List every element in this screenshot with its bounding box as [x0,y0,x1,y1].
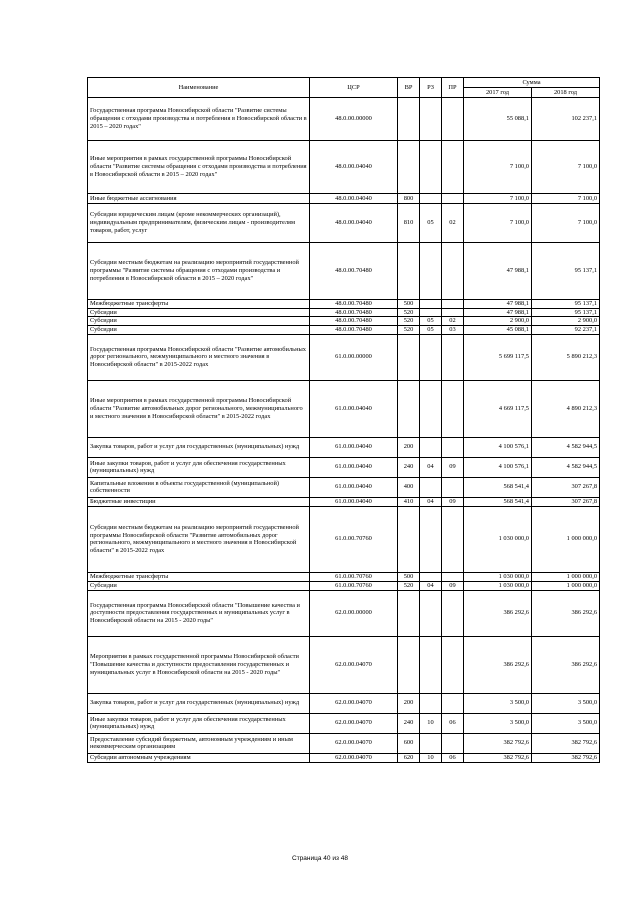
row-rz-code [420,437,442,457]
row-rz-code: 10 [420,753,442,762]
row-csr-code: 48.0.00.70480 [310,317,398,326]
row-name: Иные мероприятия в рамках государственной программы Новосибирской области "Развитие автомобильных дорог регионального, межмуниципального и местного значения в Новосибирской области" в 2015-2022 годах [88,380,310,437]
row-rz-code [420,590,442,636]
table-row [88,572,600,581]
row-sum-2017: 568 541,4 [464,477,532,497]
row-name: Субсидии [88,326,310,335]
row-rz-code: 05 [420,204,442,243]
row-csr-code: 61.0.00.70760 [310,506,398,572]
row-sum-2017: 1 030 000,0 [464,572,532,581]
row-vr-code: 500 [398,572,420,581]
table-row [88,590,600,636]
row-pr-code [442,572,464,581]
table-row [88,693,600,713]
row-sum-2018: 95 137,1 [532,308,600,317]
table-row [88,733,600,753]
row-name: Государственная программа Новосибирской области "Развитие автомобильных дорог регионального, межмуниципального и местного значения в Новосибирской области" в 2015-2022 годах [88,334,310,380]
row-csr-code: 48.0.00.04040 [310,194,398,204]
table-row [88,457,600,477]
row-pr-code [442,380,464,437]
row-sum-2017: 3 500,0 [464,693,532,713]
row-csr-code: 61.0.00.04040 [310,380,398,437]
row-name: Субсидии юридическим лицам (кроме некоммерческих организаций), индивидуальным предпринимателям, физическим лицам - производителям товаров, работ, услуг [88,204,310,243]
row-pr-code [442,437,464,457]
row-name: Субсидии [88,317,310,326]
row-rz-code [420,300,442,309]
row-pr-code [442,636,464,693]
header-rz: РЗ [420,78,442,98]
table-row [88,141,600,194]
row-sum-2018: 1 000 000,0 [532,572,600,581]
row-name: Иные закупки товаров, работ и услуг для обеспечения государственных (муниципальных) нужд [88,713,310,733]
row-vr-code: 620 [398,753,420,762]
row-sum-2018: 7 100,0 [532,204,600,243]
header-pr: ПР [442,78,464,98]
table-body [88,98,600,763]
row-vr-code: 600 [398,733,420,753]
row-vr-code: 410 [398,497,420,506]
row-csr-code: 62.0.00.04070 [310,713,398,733]
row-rz-code: 04 [420,497,442,506]
row-rz-code [420,334,442,380]
row-sum-2018: 386 292,6 [532,636,600,693]
row-pr-code [442,506,464,572]
row-rz-code: 05 [420,326,442,335]
row-csr-code: 48.0.00.70480 [310,326,398,335]
row-rz-code [420,477,442,497]
row-sum-2017: 7 100,0 [464,141,532,194]
row-sum-2018: 1 000 000,0 [532,581,600,590]
row-pr-code: 03 [442,326,464,335]
row-sum-2018: 3 500,0 [532,693,600,713]
table-row [88,581,600,590]
row-sum-2018: 4 890 212,3 [532,380,600,437]
row-pr-code [442,693,464,713]
row-sum-2018: 382 792,6 [532,753,600,762]
row-csr-code: 48.0.00.70480 [310,300,398,309]
row-sum-2018: 95 137,1 [532,300,600,309]
row-pr-code: 06 [442,753,464,762]
row-sum-2017: 55 088,1 [464,98,532,141]
row-sum-2018: 2 900,0 [532,317,600,326]
row-pr-code: 09 [442,497,464,506]
table-row [88,326,600,335]
row-sum-2017: 1 030 000,0 [464,581,532,590]
row-pr-code [442,334,464,380]
table-row [88,506,600,572]
table-row [88,380,600,437]
row-csr-code: 61.0.00.70760 [310,581,398,590]
row-sum-2017: 47 988,1 [464,300,532,309]
row-name: Бюджетные инвестиции [88,497,310,506]
row-pr-code [442,477,464,497]
row-sum-2018: 7 100,0 [532,194,600,204]
row-csr-code: 61.0.00.04040 [310,437,398,457]
row-sum-2017: 382 792,6 [464,733,532,753]
row-vr-code: 240 [398,713,420,733]
row-name: Закупка товаров, работ и услуг для государственных (муниципальных) нужд [88,693,310,713]
row-csr-code: 62.0.00.04070 [310,733,398,753]
row-csr-code: 62.0.00.04070 [310,636,398,693]
row-name: Межбюджетные трансферты [88,572,310,581]
row-sum-2018: 386 292,6 [532,590,600,636]
row-name: Капитальные вложения в объекты государственной (муниципальной) собственности [88,477,310,497]
row-vr-code: 500 [398,300,420,309]
row-csr-code: 61.0.00.04040 [310,457,398,477]
row-name: Субсидии местным бюджетам на реализацию мероприятий государственной программы Новосибирской области "Развитие автомобильных дорог регионального, межмуниципального и местного значения в Новосибирской области" в 2015-2022 годах [88,506,310,572]
row-pr-code [442,98,464,141]
row-csr-code: 48.0.00.70480 [310,308,398,317]
row-rz-code [420,141,442,194]
row-sum-2017: 2 900,0 [464,317,532,326]
table-row [88,497,600,506]
row-sum-2017: 7 100,0 [464,204,532,243]
row-pr-code: 09 [442,581,464,590]
table-row [88,243,600,300]
row-sum-2017: 3 500,0 [464,713,532,733]
row-name: Государственная программа Новосибирской области "Повышение качества и доступности предоставления государственных и муниципальных услуг в Новосибирской области на 2015 - 2020 годы" [88,590,310,636]
row-sum-2017: 4 100 576,1 [464,457,532,477]
row-sum-2018: 4 582 944,5 [532,437,600,457]
row-name: Субсидии [88,308,310,317]
row-name: Государственная программа Новосибирской области "Развитие системы обращения с отходами производства и потребления в Новосибирской области в 2015 – 2020 годах" [88,98,310,141]
row-vr-code [398,590,420,636]
row-name: Иные бюджетные ассигнования [88,194,310,204]
row-csr-code: 61.0.00.04040 [310,497,398,506]
row-vr-code [398,243,420,300]
row-vr-code: 400 [398,477,420,497]
row-sum-2017: 386 292,6 [464,590,532,636]
header-vr: ВР [398,78,420,98]
row-name: Иные закупки товаров, работ и услуг для обеспечения государственных (муниципальных) нужд [88,457,310,477]
row-rz-code [420,572,442,581]
table-row [88,204,600,243]
row-sum-2018: 7 100,0 [532,141,600,194]
row-pr-code [442,590,464,636]
page-number: Страница 40 из 48 [292,855,348,862]
header-year-2017: 2017 год [464,88,532,98]
row-csr-code: 61.0.00.04040 [310,477,398,497]
row-vr-code [398,636,420,693]
row-sum-2017: 1 030 000,0 [464,506,532,572]
row-rz-code [420,243,442,300]
budget-table [87,77,600,763]
row-name: Субсидии автономным учреждениям [88,753,310,762]
row-rz-code [420,308,442,317]
table-row [88,334,600,380]
table-row [88,317,600,326]
table-row [88,98,600,141]
row-sum-2017: 5 699 117,5 [464,334,532,380]
table-row [88,194,600,204]
row-pr-code: 02 [442,204,464,243]
row-pr-code [442,194,464,204]
row-pr-code: 06 [442,713,464,733]
header-name: Наименование [88,78,310,98]
row-rz-code [420,733,442,753]
row-sum-2018: 307 267,8 [532,477,600,497]
row-vr-code: 810 [398,204,420,243]
row-name: Иные мероприятия в рамках государственной программы Новосибирской области "Развитие системы обращения с отходами производства и потребления в Новосибирской области в 2015 – 2020 годах" [88,141,310,194]
row-vr-code: 520 [398,317,420,326]
table-row [88,753,600,762]
row-sum-2017: 45 088,1 [464,326,532,335]
row-vr-code: 240 [398,457,420,477]
table-row [88,300,600,309]
row-pr-code [442,243,464,300]
row-vr-code [398,141,420,194]
row-vr-code: 520 [398,308,420,317]
row-sum-2017: 4 100 576,1 [464,437,532,457]
table-row [88,636,600,693]
row-vr-code [398,334,420,380]
row-csr-code: 61.0.00.00000 [310,334,398,380]
row-vr-code [398,380,420,437]
row-vr-code: 200 [398,437,420,457]
row-name: Межбюджетные трансферты [88,300,310,309]
row-rz-code: 05 [420,317,442,326]
row-vr-code [398,98,420,141]
row-pr-code: 02 [442,317,464,326]
row-sum-2017: 7 100,0 [464,194,532,204]
row-csr-code: 62.0.00.04070 [310,693,398,713]
row-name: Предоставление субсидий бюджетным, автономным учреждениям и иным некоммерческим организациям [88,733,310,753]
row-rz-code [420,693,442,713]
row-sum-2018: 5 890 212,3 [532,334,600,380]
table-row [88,308,600,317]
row-name: Субсидии [88,581,310,590]
row-sum-2018: 102 237,1 [532,98,600,141]
table-row [88,713,600,733]
table-row [88,477,600,497]
row-rz-code [420,194,442,204]
row-name: Субсидии местным бюджетам на реализацию мероприятий государственной программы "Развитие системы обращения с отходами производства и потребления в Новосибирской области в 2015 – 2020 годах" [88,243,310,300]
row-sum-2017: 382 792,6 [464,753,532,762]
header-year-2018: 2018 год [532,88,600,98]
row-vr-code [398,506,420,572]
row-sum-2018: 1 000 000,0 [532,506,600,572]
row-name: Мероприятия в рамках государственной программы Новосибирской области "Повышение качества и доступности предоставления государственных и муниципальных услуг в Новосибирской области на 2015 - 2020 годы" [88,636,310,693]
row-sum-2017: 47 988,1 [464,243,532,300]
row-name: Закупка товаров, работ и услуг для государственных (муниципальных) нужд [88,437,310,457]
row-vr-code: 800 [398,194,420,204]
row-rz-code: 04 [420,457,442,477]
row-sum-2017: 47 988,1 [464,308,532,317]
row-csr-code: 48.0.00.04040 [310,204,398,243]
row-rz-code [420,506,442,572]
row-sum-2018: 92 237,1 [532,326,600,335]
row-pr-code [442,300,464,309]
row-pr-code [442,141,464,194]
row-csr-code: 61.0.00.70760 [310,572,398,581]
row-vr-code: 200 [398,693,420,713]
row-sum-2017: 4 669 117,5 [464,380,532,437]
row-rz-code: 04 [420,581,442,590]
row-rz-code [420,380,442,437]
row-csr-code: 48.0.00.70480 [310,243,398,300]
row-rz-code: 10 [420,713,442,733]
row-sum-2017: 386 292,6 [464,636,532,693]
row-pr-code: 09 [442,457,464,477]
row-csr-code: 48.0.00.04040 [310,141,398,194]
row-pr-code [442,733,464,753]
row-csr-code: 62.0.00.00000 [310,590,398,636]
row-sum-2018: 382 792,6 [532,733,600,753]
header-sum: Сумма [464,78,600,88]
header-csr: ЦСР [310,78,398,98]
row-pr-code [442,308,464,317]
row-sum-2017: 568 541,4 [464,497,532,506]
row-rz-code [420,636,442,693]
table-row [88,437,600,457]
row-sum-2018: 4 582 944,5 [532,457,600,477]
row-rz-code [420,98,442,141]
row-vr-code: 520 [398,326,420,335]
row-sum-2018: 307 267,8 [532,497,600,506]
row-csr-code: 62.0.00.04070 [310,753,398,762]
row-sum-2018: 95 137,1 [532,243,600,300]
row-sum-2018: 3 500,0 [532,713,600,733]
row-vr-code: 520 [398,581,420,590]
row-csr-code: 48.0.00.00000 [310,98,398,141]
